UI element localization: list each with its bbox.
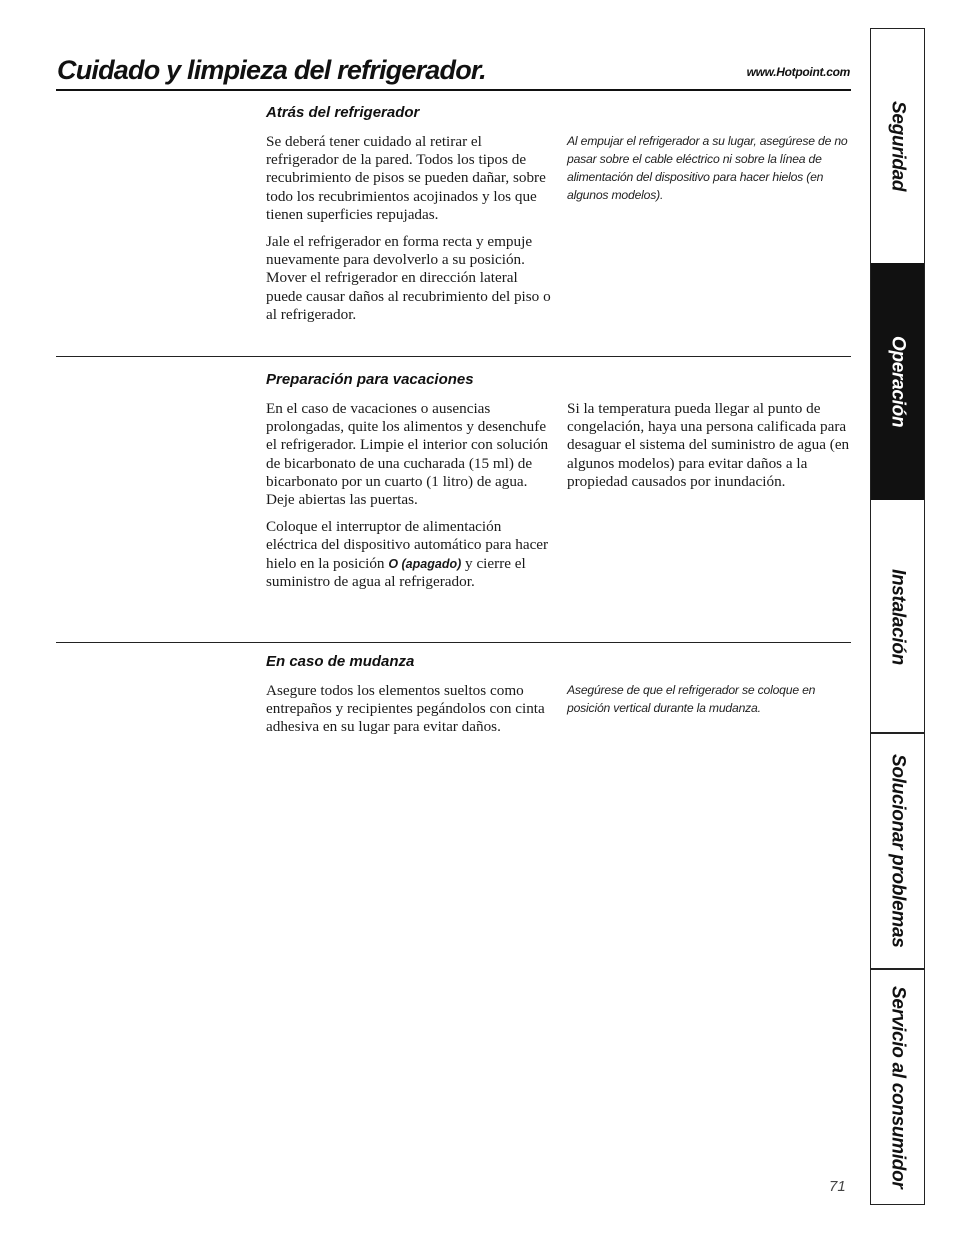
paragraph-text: y cierre el suministro de agua al refrigerador.: [266, 554, 526, 590]
tab-label: Operación: [887, 335, 909, 428]
paragraph: Asegure todos los elementos sueltos como entrepaños y recipientes pegándolos con cinta adhesiva en su lugar para evitar daños.: [266, 682, 545, 736]
page-title: Cuidado y limpieza del refrigerador.: [57, 55, 486, 85]
tab-servicio-al-consumidor[interactable]: [871, 970, 924, 1204]
off-position-label: O (apagado): [388, 556, 462, 571]
section-divider: [56, 356, 851, 357]
tab-label: Seguridad: [887, 100, 909, 192]
tab-seguridad[interactable]: [871, 29, 924, 263]
tab-label: Servicio al consumidor: [887, 985, 909, 1189]
side-nav-tabs: [870, 28, 925, 1205]
tab-instalacion[interactable]: [871, 500, 924, 733]
tab-solucionar-problemas[interactable]: [871, 734, 924, 968]
section-vacation-side: [567, 400, 853, 500]
paragraph-text: Coloque el interruptor de alimentación eléctrica del dispositivo automático para hacer hielo en la posición: [266, 518, 549, 572]
paragraph: Si la temperatura pueda llegar al punto de congelación, haya una persona calificada para desaguar el sistema del suministro de agua (en algunos modelos) para evitar daños a la propiedad causados por inundación.: [567, 400, 850, 490]
section-moving-note: Asegúrese de que el refrigerador se coloque en posición vertical durante la mudanza.: [567, 683, 816, 715]
paragraph: [266, 518, 552, 591]
page-number: 71: [829, 1178, 846, 1195]
section-behind-body: [266, 133, 552, 333]
tab-label: Solucionar problemas: [887, 754, 909, 948]
section-behind-note: Al empujar el refrigerador a su lugar, asegúrese de no pasar sobre el cable eléctrico ni sobre la línea de alimentación del dispositivo para hacer hielos (en algunos modelos).: [567, 134, 848, 202]
tab-operacion[interactable]: [871, 263, 924, 500]
tab-label: Instalación: [887, 568, 909, 665]
section-divider: [56, 642, 851, 643]
paragraph: Se deberá tener cuidado al retirar el refrigerador de la pared. Todos los tipos de recubrimiento de pisos se pueden dañar, sobre todo los recubrimientos acojinados y los que tienen superficies repujadas.: [266, 133, 546, 223]
paragraph: En el caso de vacaciones o ausencias prolongadas, quite los alimentos y desenchufe el refrigerador. Limpie el interior con solución de bicarbonato de una cucharada (15 ml) de bicarbonato por un cuarto (1 litro) de agua. Deje abiertas las puertas.: [266, 400, 549, 509]
section-heading-moving: En caso de mudanza: [266, 653, 415, 670]
section-heading-vacation: Preparación para vacaciones: [266, 371, 474, 388]
website-url[interactable]: www.Hotpoint.com: [746, 65, 850, 79]
section-moving-body: [266, 682, 552, 746]
paragraph: Jale el refrigerador en forma recta y empuje nuevamente para devolverlo a su posición. Mover el refrigerador en dirección lateral puede causar daños al recubrimiento del piso o al refrigerador.: [266, 233, 551, 323]
section-vacation-body: [266, 400, 552, 600]
section-heading-behind: Atrás del refrigerador: [266, 104, 420, 121]
title-divider: [56, 89, 851, 91]
